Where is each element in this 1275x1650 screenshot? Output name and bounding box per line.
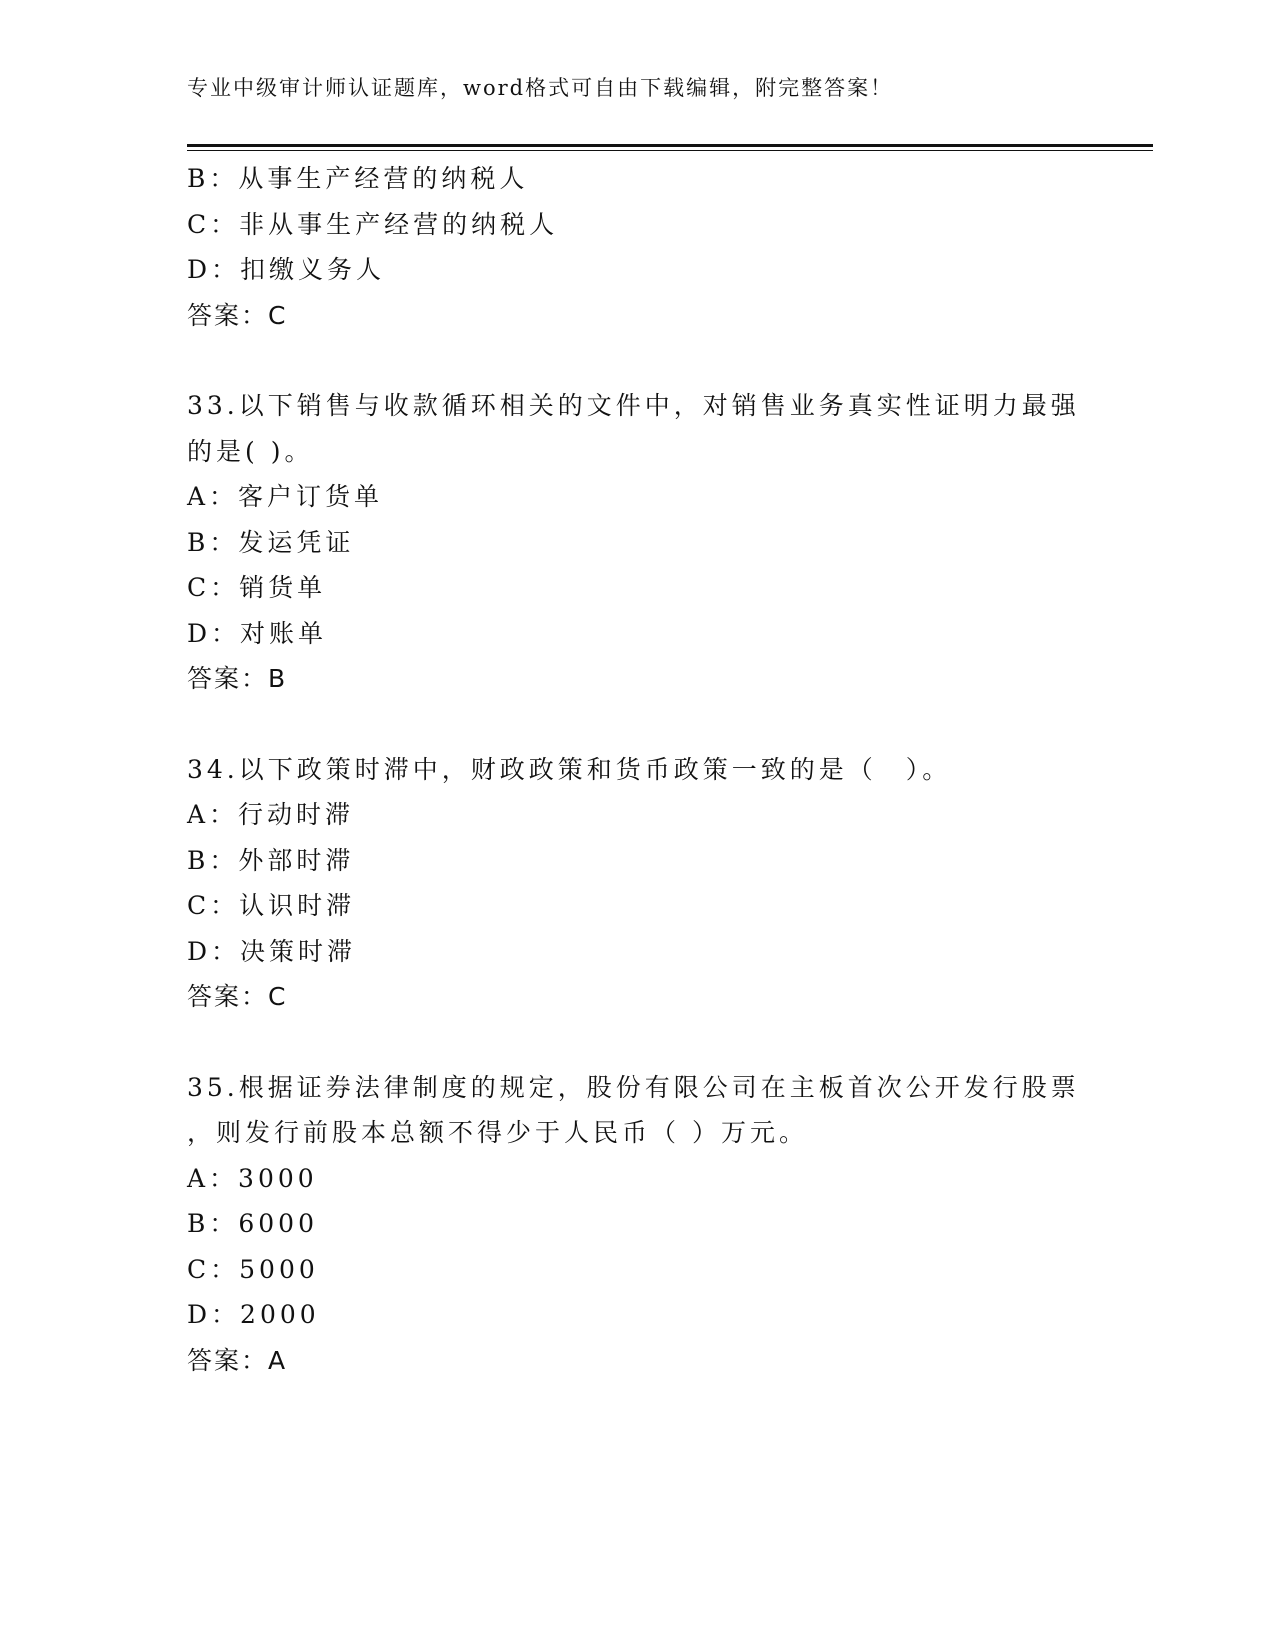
option-d: D：2000 [187, 1300, 320, 1329]
answer: 答案：A [187, 1345, 288, 1375]
option-d: D：扣缴义务人 [187, 255, 386, 284]
header-divider [187, 144, 1153, 151]
option-a: A：客户订货单 [187, 482, 384, 511]
option-b: B：发运凭证 [187, 527, 355, 557]
question-text: 34.以下政策时滞中，财政政策和货币政策一致的是（ ）。 [187, 754, 952, 784]
option-c: C：销货单 [187, 573, 327, 602]
option-b: B：外部时滞 [187, 845, 355, 875]
answer: 答案：C [187, 300, 288, 330]
question-32-continuation [187, 156, 1087, 338]
question-text: 35.根据证券法律制度的规定，股份有限公司在主板首次公开发行股票 [187, 1072, 1080, 1102]
option-d: D：决策时滞 [187, 936, 357, 966]
answer: 答案：C [187, 982, 288, 1011]
option-d: D：对账单 [187, 618, 328, 648]
question-text: 33.以下销售与收款循环相关的文件中，对销售业务真实性证明力最强 [187, 391, 1080, 420]
answer: 答案：B [187, 664, 288, 693]
option-a: A：行动时滞 [187, 800, 355, 829]
question-33 [187, 383, 1087, 702]
question-34 [187, 747, 1087, 1020]
option-c: C：非从事生产经营的纳税人 [187, 209, 559, 239]
option-a: A：3000 [187, 1163, 318, 1193]
page-header: 专业中级审计师认证题库，word格式可自由下载编辑，附完整答案！ [187, 76, 894, 100]
option-c: C：5000 [187, 1254, 319, 1284]
question-content [187, 156, 1087, 1383]
question-35 [187, 1065, 1087, 1384]
question-text: ，则发行前股本总额不得少于人民币（ ）万元。 [187, 1118, 808, 1147]
option-b: B：6000 [187, 1209, 318, 1238]
option-b: B：从事生产经营的纳税人 [187, 164, 529, 193]
question-text: 的是( )。 [187, 436, 314, 466]
option-c: C：认识时滞 [187, 891, 356, 920]
